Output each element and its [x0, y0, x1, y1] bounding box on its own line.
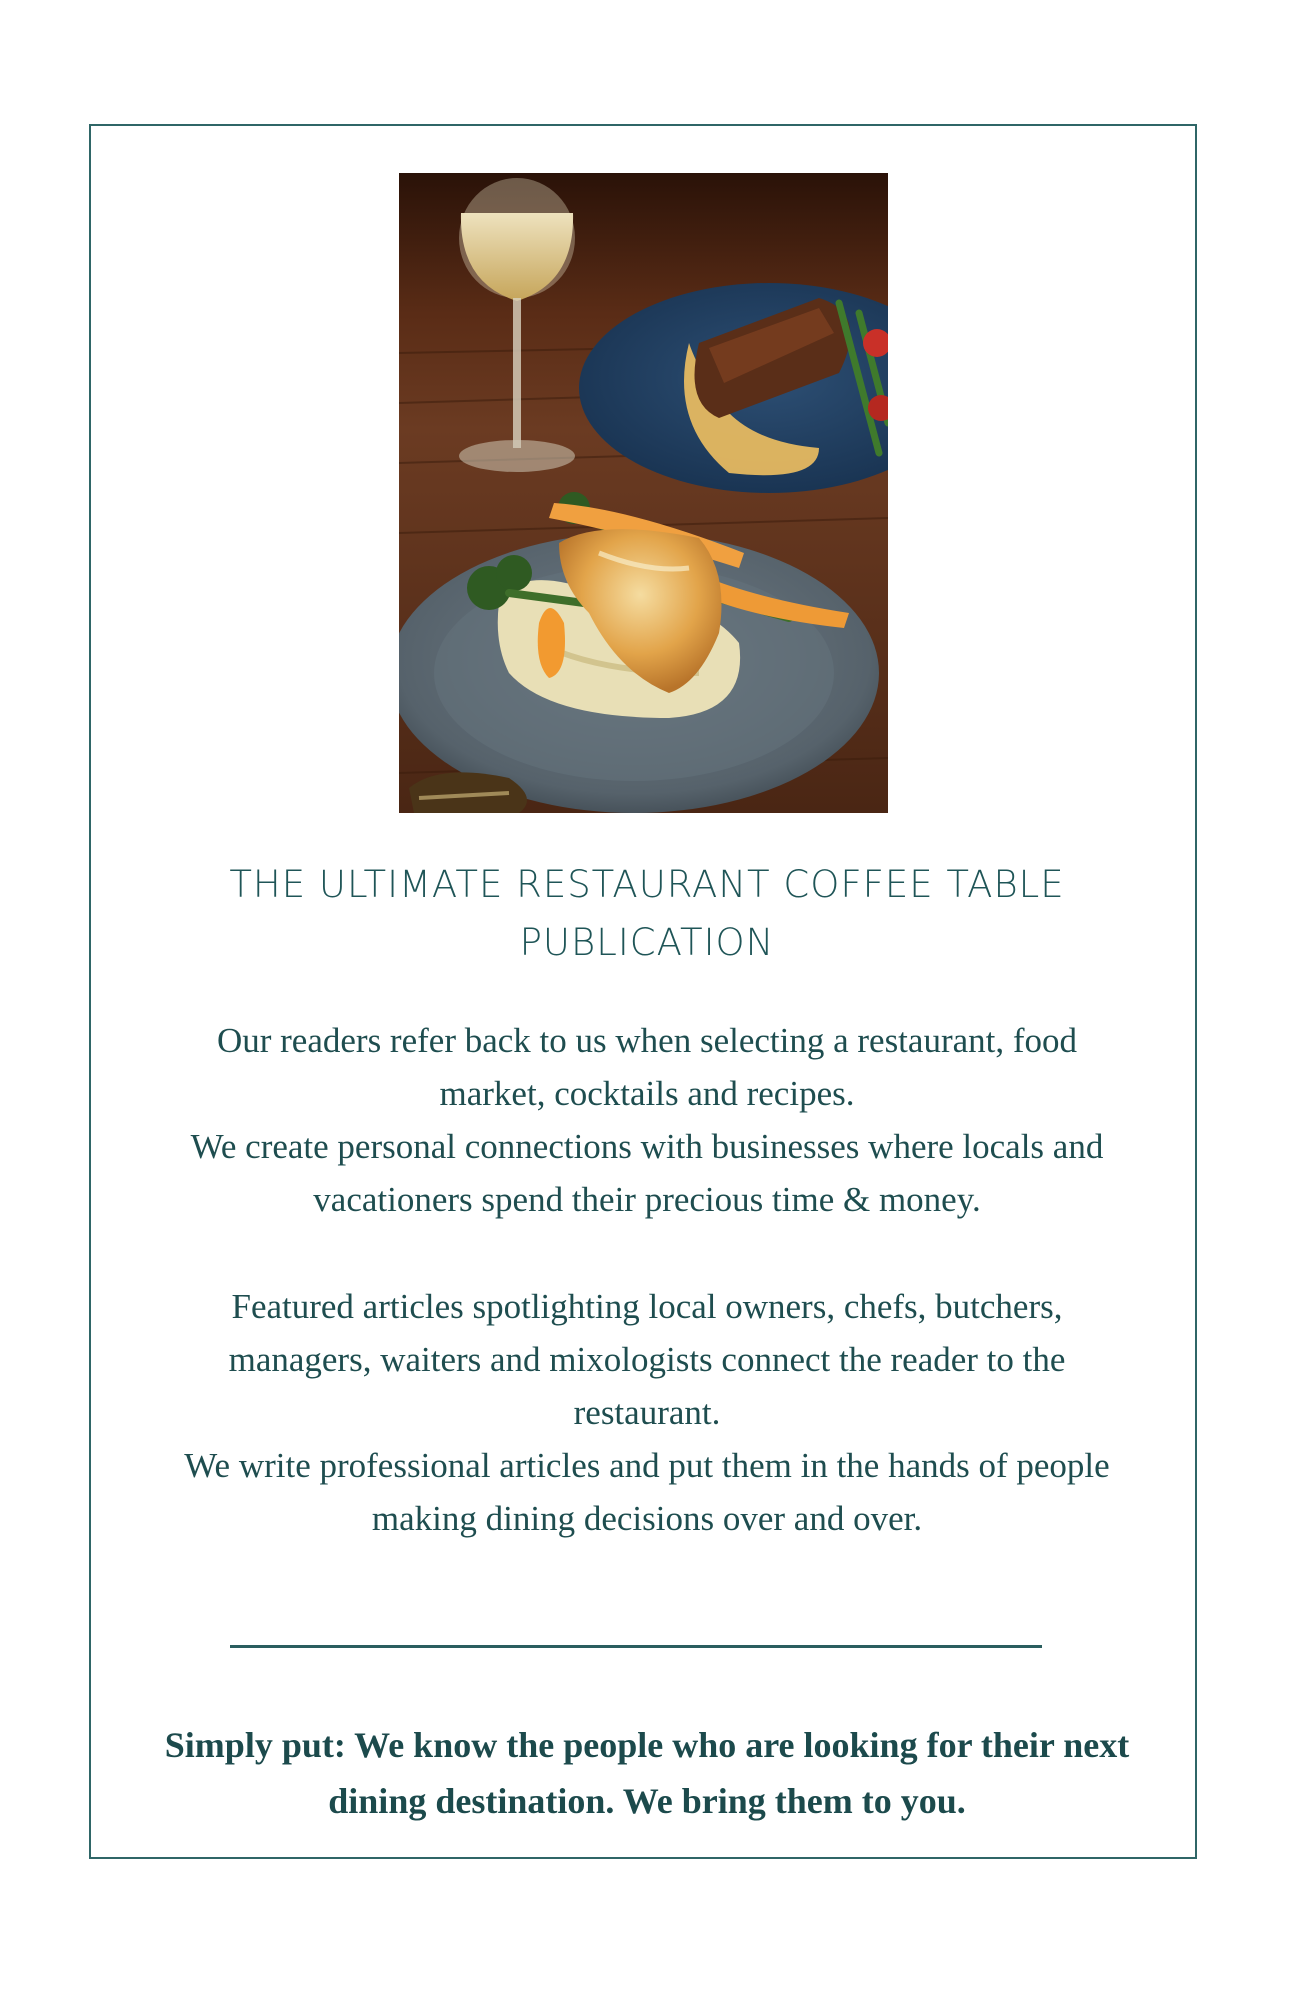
paragraph-line: We write professional articles and put them in the hands of people [184, 1446, 1110, 1485]
features-paragraph [120, 1280, 1174, 1545]
paragraph-line: managers, waiters and mixologists connect the reader to the [228, 1340, 1066, 1379]
intro-paragraph [120, 1014, 1174, 1226]
paragraph-line: We create personal connections with businesses where locals and [190, 1127, 1104, 1166]
paragraph-line: restaurant. [573, 1393, 721, 1432]
paragraph-line: Our readers refer back to us when selecting a restaurant, food [216, 1021, 1078, 1060]
section-divider [230, 1645, 1042, 1648]
title-line-2: PUBLICATION [519, 921, 775, 964]
food-photo-illustration [399, 173, 888, 813]
page-title [180, 856, 1114, 972]
paragraph-line: making dining decisions over and over. [371, 1499, 923, 1538]
paragraph-line: vacationers spend their precious time & money. [313, 1180, 981, 1219]
food-photo [399, 173, 888, 813]
paragraph-line: Featured articles spotlighting local owners, chefs, butchers, [231, 1287, 1063, 1326]
title-line-1: THE ULTIMATE RESTAURANT COFFEE TABLE [229, 863, 1065, 906]
closing-statement [120, 1717, 1174, 1829]
paragraph-line: market, cocktails and recipes. [439, 1074, 855, 1113]
closing-line-1: Simply put: We know the people who are looking for their next [164, 1725, 1130, 1765]
closing-line-2: dining destination. We bring them to you. [328, 1781, 966, 1821]
